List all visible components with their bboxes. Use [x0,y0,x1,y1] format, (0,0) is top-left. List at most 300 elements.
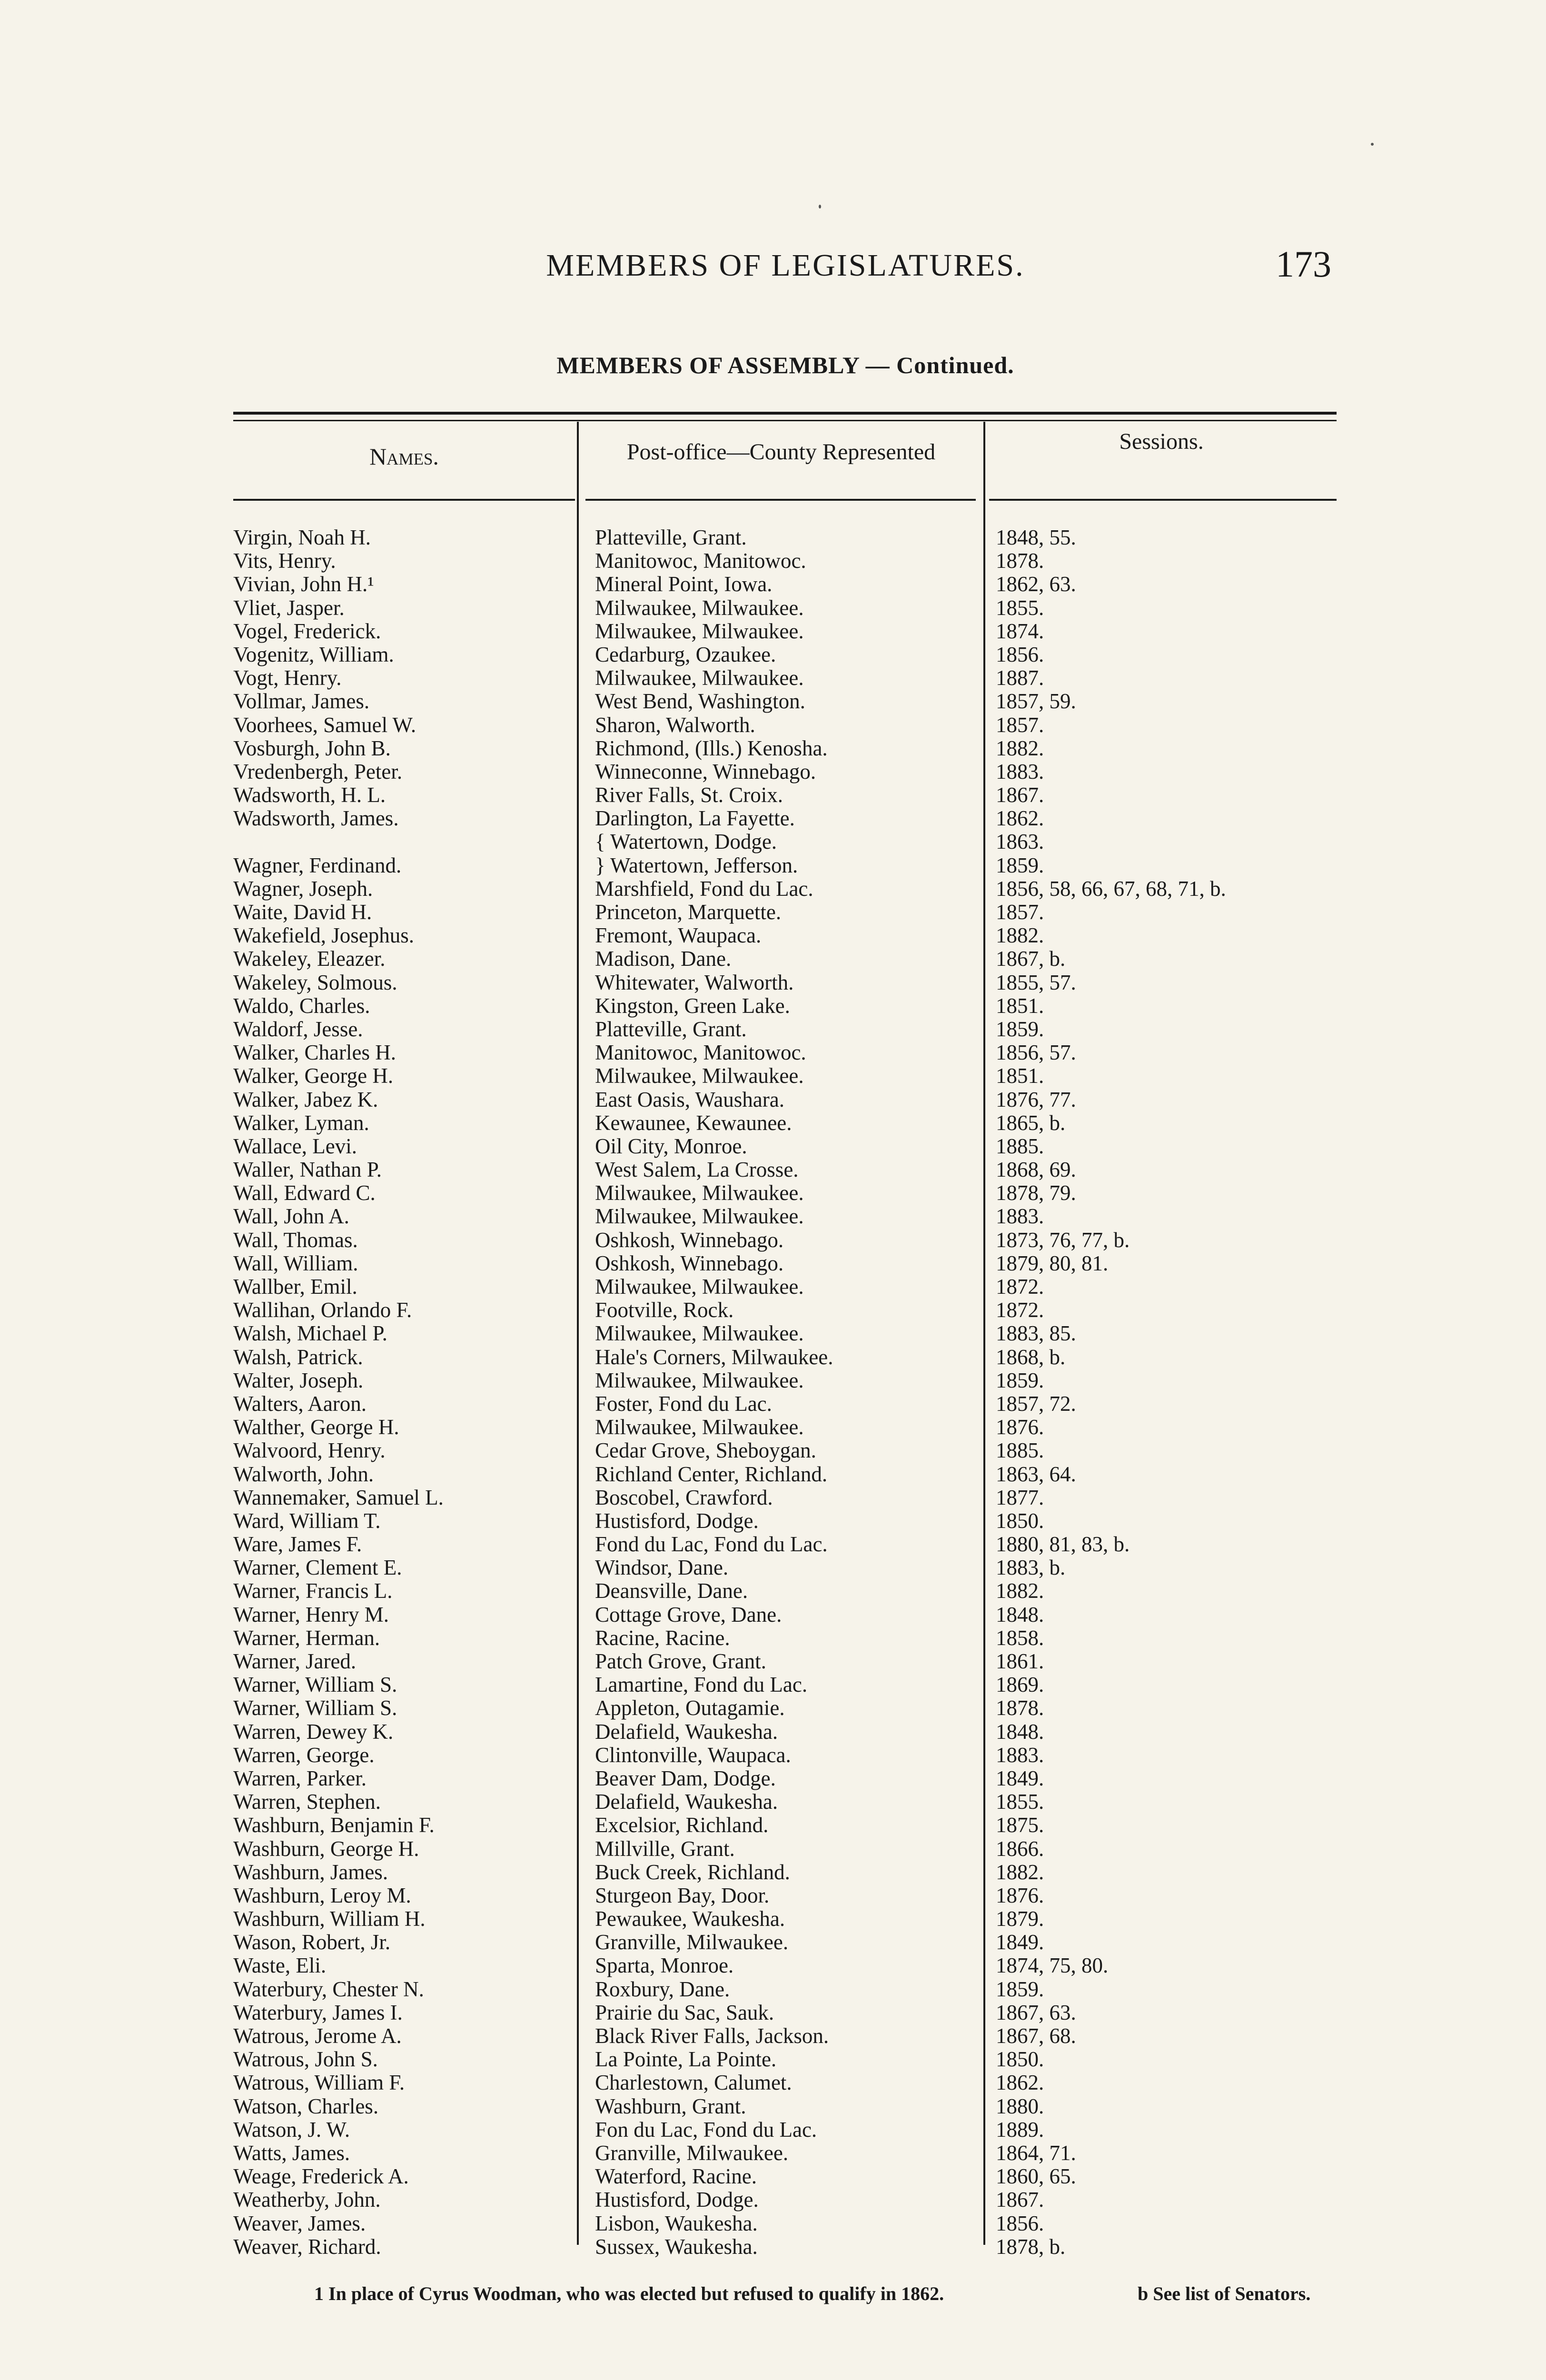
sessions-value: 1878, 79. [996,1181,1076,1205]
sessions-value: 1879. [996,1907,1044,1931]
sessions-value: 1848. [996,1603,1044,1626]
sessions-value: 1859. [996,1977,1044,2001]
member-name: Vivian, John H.¹ [233,573,374,596]
member-name: Watson, J. W. [233,2118,350,2142]
post-office-county: Whitewater, Walworth. [595,971,794,994]
member-name: Warner, Herman. [233,1626,380,1650]
post-office-county: Milwaukee, Milwaukee. [595,1064,804,1088]
post-office-county: Winneconne, Winnebago. [595,760,816,783]
table-top-rule-thin [233,420,1337,421]
post-office-county: Black River Falls, Jackson. [595,2024,829,2048]
table-row [0,1486,1546,1509]
post-office-county: Milwaukee, Milwaukee. [595,1181,804,1205]
member-name: Weaver, Richard. [233,2235,381,2259]
table-row [0,2095,1546,2118]
member-name: Warren, George. [233,1743,375,1767]
sessions-value: 1862. [996,807,1044,831]
post-office-county: Excelsior, Richland. [595,1814,769,1837]
sessions-value: 1878. [996,549,1044,573]
table-row [0,1205,1546,1228]
post-office-county: Charlestown, Calumet. [595,2071,792,2095]
member-name: Vollmar, James. [233,690,370,714]
post-office-county: Milwaukee, Milwaukee. [595,1275,804,1299]
member-name: Warner, William S. [233,1673,397,1697]
sessions-value: 1856. [996,643,1044,666]
column-header-names: Names. [369,443,439,470]
post-office-county: Kewaunee, Kewaunee. [595,1111,792,1135]
sessions-value: 1877. [996,1486,1044,1509]
member-name: Watson, Charles. [233,2094,379,2118]
table-row [0,549,1546,573]
table-row [0,1720,1546,1744]
table-row [0,1064,1546,1088]
sessions-value: 1869. [996,1673,1044,1697]
sessions-value: 1885. [996,1439,1044,1463]
column-header-post-office: Post-office—County Represented [626,439,936,465]
member-name: Walker, Jabez K. [233,1088,378,1111]
sessions-value: 1878, b. [996,2235,1066,2259]
sessions-value: 1876, 77. [996,1088,1076,1111]
sessions-value: 1849. [996,1931,1044,1954]
member-name: Waterbury, Chester N. [233,1977,424,2001]
table-row [0,1158,1546,1181]
post-office-county: Milwaukee, Milwaukee. [595,1322,804,1346]
member-name: Wall, William. [233,1251,358,1275]
member-name: Wakeley, Eleazer. [233,947,386,971]
table-row [0,1533,1546,1556]
table-row [0,643,1546,666]
sessions-value: 1876. [996,1416,1044,1439]
member-name: Watts, James. [233,2141,350,2165]
table-row [0,1907,1546,1931]
sessions-value: 1851. [996,1064,1044,1088]
member-name: Vredenbergh, Peter. [233,760,403,783]
post-office-county: Hustisford, Dodge. [595,2188,759,2212]
table-row [0,714,1546,737]
sessions-value: 1859. [996,1017,1044,1041]
sessions-value: 1887. [996,666,1044,690]
paper-speck [1371,143,1374,146]
sessions-value: 1861. [996,1650,1044,1673]
table-row [0,1018,1546,1041]
table-row [0,2142,1546,2165]
post-office-county: Appleton, Outagamie. [595,1696,785,1720]
sessions-value: 1880, 81, 83, b. [996,1533,1130,1557]
table-row [0,783,1546,807]
post-office-county: Granville, Milwaukee. [595,1931,789,1954]
post-office-county: Beaver Dam, Dodge. [595,1766,776,1790]
member-name: Wakefield, Josephus. [233,924,415,948]
member-name: Watrous, John S. [233,2048,378,2072]
table-row [0,924,1546,947]
table-row [0,1579,1546,1603]
post-office-county: Fon du Lac, Fond du Lac. [595,2118,817,2142]
post-office-county: Sharon, Walworth. [595,713,755,737]
sessions-value: 1867, 68. [996,2024,1076,2048]
member-name: Walker, George H. [233,1064,394,1088]
member-name: Voorhees, Samuel W. [233,713,416,737]
sessions-value: 1876. [996,1884,1044,1907]
post-office-county: Marshfield, Fond du Lac. [595,877,813,901]
table-row [0,1392,1546,1416]
sessions-value: 1859. [996,853,1044,877]
post-office-county: Hale's Corners, Milwaukee. [595,1345,833,1369]
post-office-county: Clintonville, Waupaca. [595,1743,791,1767]
table-row [0,1275,1546,1299]
sessions-value: 1866. [996,1837,1044,1861]
post-office-county: Boscobel, Crawford. [595,1486,773,1509]
table-row [0,1322,1546,1345]
sessions-value: 1882. [996,924,1044,948]
post-office-county: Milwaukee, Milwaukee. [595,1368,804,1392]
post-office-county: Buck Creek, Richland. [595,1860,790,1884]
member-name: Waste, Eli. [233,1954,327,1978]
sessions-value: 1883. [996,760,1044,783]
member-name: Wannemaker, Samuel L. [233,1486,444,1509]
table-row [0,1299,1546,1322]
footnotes [314,2282,1342,2305]
post-office-county: Cedarburg, Ozaukee. [595,643,776,666]
post-office-county: Milwaukee, Milwaukee. [595,1416,804,1439]
table-row [0,1673,1546,1696]
member-name: Vosburgh, John B. [233,736,391,760]
footnote-1: 1 In place of Cyrus Woodman, who was elected but refused to qualify in 1862. [314,2283,944,2304]
members-table [0,526,1546,2259]
table-row [0,947,1546,971]
table-row [0,2071,1546,2094]
post-office-county: Foster, Fond du Lac. [595,1392,772,1416]
member-name: Wallace, Levi. [233,1134,357,1158]
table-row [0,2212,1546,2235]
sessions-value: 1874. [996,619,1044,643]
member-name: Washburn, James. [233,1860,388,1884]
sessions-value: 1889. [996,2118,1044,2142]
sessions-value: 1874, 75, 80. [996,1954,1109,1978]
table-row [0,2001,1546,2024]
table-row [0,666,1546,690]
sessions-value: 1856, 58, 66, 67, 68, 71, b. [996,877,1226,901]
member-name: Washburn, George H. [233,1837,419,1861]
member-name: Warner, Henry M. [233,1603,389,1626]
sessions-value: 1867. [996,783,1044,807]
table-row [0,1556,1546,1579]
member-name: Walker, Charles H. [233,1041,396,1065]
sessions-value: 1856, 57. [996,1041,1076,1065]
member-name: Walvoord, Henry. [233,1439,386,1463]
sessions-value: 1855. [996,596,1044,620]
sessions-value: 1867. [996,2188,1044,2212]
member-name: Walker, Lyman. [233,1111,369,1135]
sessions-value: 1878. [996,1696,1044,1720]
post-office-county: Footville, Rock. [595,1299,734,1322]
table-row [0,1509,1546,1533]
post-office-county: Oshkosh, Winnebago. [595,1251,784,1275]
table-row [0,526,1546,549]
table-row [0,2024,1546,2048]
sessions-value: 1873, 76, 77, b. [996,1228,1130,1252]
post-office-county: Delafield, Waukesha. [595,1720,778,1744]
column-header-sessions: Sessions. [1119,429,1204,454]
sessions-value: 1857, 72. [996,1392,1076,1416]
member-name: Wall, Edward C. [233,1181,376,1205]
sessions-value: 1850. [996,1509,1044,1533]
member-name: Vogel, Frederick. [233,619,381,643]
post-office-county: Oil City, Monroe. [595,1134,747,1158]
post-office-county: Richmond, (Ills.) Kenosha. [595,736,828,760]
member-name: Walter, Joseph. [233,1368,364,1392]
sessions-value: 1859. [996,1368,1044,1392]
post-office-county: Washburn, Grant. [595,2094,746,2118]
sessions-value: 1851. [996,994,1044,1018]
footnote-b: b See list of Senators. [1138,2283,1311,2304]
post-office-county: { Watertown, Dodge. [595,830,777,854]
sessions-value: 1885. [996,1134,1044,1158]
sessions-value: 1857. [996,713,1044,737]
member-name: Warner, Jared. [233,1650,357,1673]
table-row [0,1650,1546,1673]
page-number: 173 [1276,243,1331,285]
table-row [0,1463,1546,1486]
table-row [0,1626,1546,1650]
table-row [0,807,1546,830]
sessions-value: 1860, 65. [996,2165,1076,2189]
sessions-value: 1868, 69. [996,1158,1076,1182]
post-office-county: Madison, Dane. [595,947,732,971]
table-row [0,854,1546,877]
member-name: Watrous, Jerome A. [233,2024,402,2048]
member-name: Vliet, Jasper. [233,596,345,620]
post-office-county: Milwaukee, Milwaukee. [595,666,804,690]
table-row [0,1837,1546,1861]
member-name: Wagner, Ferdinand. [233,853,402,877]
table-row [0,1954,1546,1977]
table-row [0,1111,1546,1135]
member-name: Walsh, Michael P. [233,1322,387,1346]
post-office-county: Platteville, Grant. [595,1017,747,1041]
header-underline-names [233,499,575,501]
sessions-value: 1855. [996,1790,1044,1814]
post-office-county: Milwaukee, Milwaukee. [595,596,804,620]
member-name: Waller, Nathan P. [233,1158,382,1182]
table-row [0,877,1546,901]
table-row [0,1252,1546,1275]
sessions-value: 1882. [996,1860,1044,1884]
sessions-value: 1862. [996,2071,1044,2095]
sessions-value: 1863, 64. [996,1462,1076,1486]
member-name: Wadsworth, H. L. [233,783,386,807]
post-office-county: Racine, Racine. [595,1626,730,1650]
table-row [0,1931,1546,1954]
post-office-county: Princeton, Marquette. [595,901,782,924]
post-office-county: Millville, Grant. [595,1837,735,1861]
sessions-value: 1875. [996,1814,1044,1837]
member-name: Weage, Frederick A. [233,2165,409,2189]
post-office-county: Sparta, Monroe. [595,1954,734,1978]
post-office-county: Milwaukee, Milwaukee. [595,619,804,643]
post-office-county: Granville, Milwaukee. [595,2141,789,2165]
post-office-county: Platteville, Grant. [595,526,747,549]
member-name: Warner, Francis L. [233,1579,393,1603]
member-name: Virgin, Noah H. [233,526,371,549]
sessions-value: 1883. [996,1743,1044,1767]
post-office-county: Sturgeon Bay, Door. [595,1884,770,1907]
member-name: Wagner, Joseph. [233,877,373,901]
post-office-county: Lisbon, Waukesha. [595,2211,758,2235]
sessions-value: 1883. [996,1205,1044,1229]
sessions-value: 1865, b. [996,1111,1066,1135]
member-name: Washburn, William H. [233,1907,426,1931]
post-office-county: Fond du Lac, Fond du Lac. [595,1533,828,1557]
table-row [0,1439,1546,1462]
sessions-value: 1848, 55. [996,526,1076,549]
sessions-value: 1855, 57. [996,971,1076,994]
sessions-value: 1850. [996,2048,1044,2072]
sessions-value: 1857. [996,901,1044,924]
sessions-value: 1872. [996,1275,1044,1299]
post-office-county: Waterford, Racine. [595,2165,757,2189]
member-name: Waldorf, Jesse. [233,1017,363,1041]
sessions-value: 1856. [996,2211,1044,2235]
post-office-county: Manitowoc, Manitowoc. [595,549,806,573]
post-office-county: Windsor, Dane. [595,1556,729,1580]
table-row [0,1767,1546,1790]
table-row [0,573,1546,596]
member-name: Weaver, James. [233,2211,366,2235]
post-office-county: Oshkosh, Winnebago. [595,1228,784,1252]
post-office-county: Richland Center, Richland. [595,1462,828,1486]
post-office-county: Fremont, Waupaca. [595,924,762,948]
member-name: Waldo, Charles. [233,994,370,1018]
sessions-value: 1879, 80, 81. [996,1251,1109,1275]
running-title: MEMBERS OF LEGISLATURES. [546,248,1025,283]
section-title: MEMBERS OF ASSEMBLY — Continued. [556,352,1014,378]
table-row [0,2118,1546,2142]
table-row [0,2048,1546,2071]
sessions-value: 1862, 63. [996,573,1076,596]
table-row [0,1369,1546,1392]
member-name: Wakeley, Solmous. [233,971,397,994]
post-office-county: West Salem, La Crosse. [595,1158,799,1182]
member-name: Waterbury, James I. [233,2001,403,2024]
member-name: Watrous, William F. [233,2071,405,2095]
post-office-county: Prairie du Sac, Sauk. [595,2001,774,2024]
sessions-value: 1849. [996,1766,1044,1790]
post-office-county: La Pointe, La Pointe. [595,2048,777,2072]
member-name: Vogt, Henry. [233,666,342,690]
post-office-county: East Oasis, Waushara. [595,1088,784,1111]
post-office-county: Darlington, La Fayette. [595,807,795,831]
member-name: Wallber, Emil. [233,1275,357,1299]
post-office-county: Sussex, Waukesha. [595,2235,758,2259]
table-row [0,1346,1546,1369]
post-office-county: Hustisford, Dodge. [595,1509,759,1533]
table-row [0,620,1546,643]
table-row [0,1978,1546,2001]
post-office-county: Milwaukee, Milwaukee. [595,1205,804,1229]
post-office-county: Mineral Point, Iowa. [595,573,773,596]
member-name: Waite, David H. [233,901,372,924]
member-name: Walworth, John. [233,1462,374,1486]
table-row [0,1135,1546,1158]
sessions-value: 1858. [996,1626,1044,1650]
table-row [0,737,1546,760]
member-name: Washburn, Leroy M. [233,1884,411,1907]
member-name: Ward, William T. [233,1509,381,1533]
table-row [0,830,1546,853]
sessions-value: 1883, b. [996,1556,1066,1580]
post-office-county: Cedar Grove, Sheboygan. [595,1439,816,1463]
table-row [0,1814,1546,1837]
table-row [0,1229,1546,1252]
member-name: Warner, Clement E. [233,1556,402,1580]
member-name: Ware, James F. [233,1533,362,1557]
sessions-value: 1864, 71. [996,2141,1076,2165]
table-row [0,1744,1546,1767]
post-office-county: Delafield, Waukesha. [595,1790,778,1814]
sessions-value: 1880. [996,2094,1044,2118]
table-row [0,596,1546,620]
table-row [0,760,1546,783]
member-name: Vits, Henry. [233,549,336,573]
table-row [0,1416,1546,1439]
post-office-county: Patch Grove, Grant. [595,1650,766,1673]
post-office-county: River Falls, St. Croix. [595,783,783,807]
table-row [0,1884,1546,1907]
table-row [0,1181,1546,1205]
table-row [0,1696,1546,1720]
table-row [0,1790,1546,1814]
post-office-county: Cottage Grove, Dane. [595,1603,782,1626]
member-name: Warren, Parker. [233,1766,367,1790]
table-row [0,994,1546,1018]
post-office-county: Deansville, Dane. [595,1579,748,1603]
sessions-value: 1872. [996,1299,1044,1322]
member-name: Warner, William S. [233,1696,397,1720]
member-name: Weatherby, John. [233,2188,381,2212]
sessions-value: 1868, b. [996,1345,1066,1369]
post-office-county: } Watertown, Jefferson. [595,853,798,877]
sessions-value: 1867, 63. [996,2001,1076,2024]
table-row [0,1041,1546,1064]
member-name: Washburn, Benjamin F. [233,1814,435,1837]
sessions-value: 1857, 59. [996,690,1076,714]
table-row [0,2165,1546,2188]
sessions-value: 1882. [996,1579,1044,1603]
paper-speck [819,205,821,208]
table-row [0,2235,1546,2259]
post-office-county: Pewaukee, Waukesha. [595,1907,785,1931]
table-row [0,901,1546,924]
post-office-county: Manitowoc, Manitowoc. [595,1041,806,1065]
sessions-value: 1882. [996,736,1044,760]
member-name: Wallihan, Orlando F. [233,1299,412,1322]
member-name: Wall, John A. [233,1205,349,1229]
header-underline-post-office [585,499,976,501]
post-office-county: Kingston, Green Lake. [595,994,790,1018]
member-name: Wason, Robert, Jr. [233,1931,391,1954]
table-row [0,1861,1546,1884]
sessions-value: 1848. [996,1720,1044,1744]
member-name: Wadsworth, James. [233,807,399,831]
member-name: Vogenitz, William. [233,643,394,666]
post-office-county: Roxbury, Dane. [595,1977,730,2001]
member-name: Warren, Stephen. [233,1790,381,1814]
member-name: Walther, George H. [233,1416,399,1439]
sessions-value: 1863. [996,830,1044,854]
table-row [0,690,1546,713]
member-name: Walsh, Patrick. [233,1345,363,1369]
table-row [0,2188,1546,2211]
